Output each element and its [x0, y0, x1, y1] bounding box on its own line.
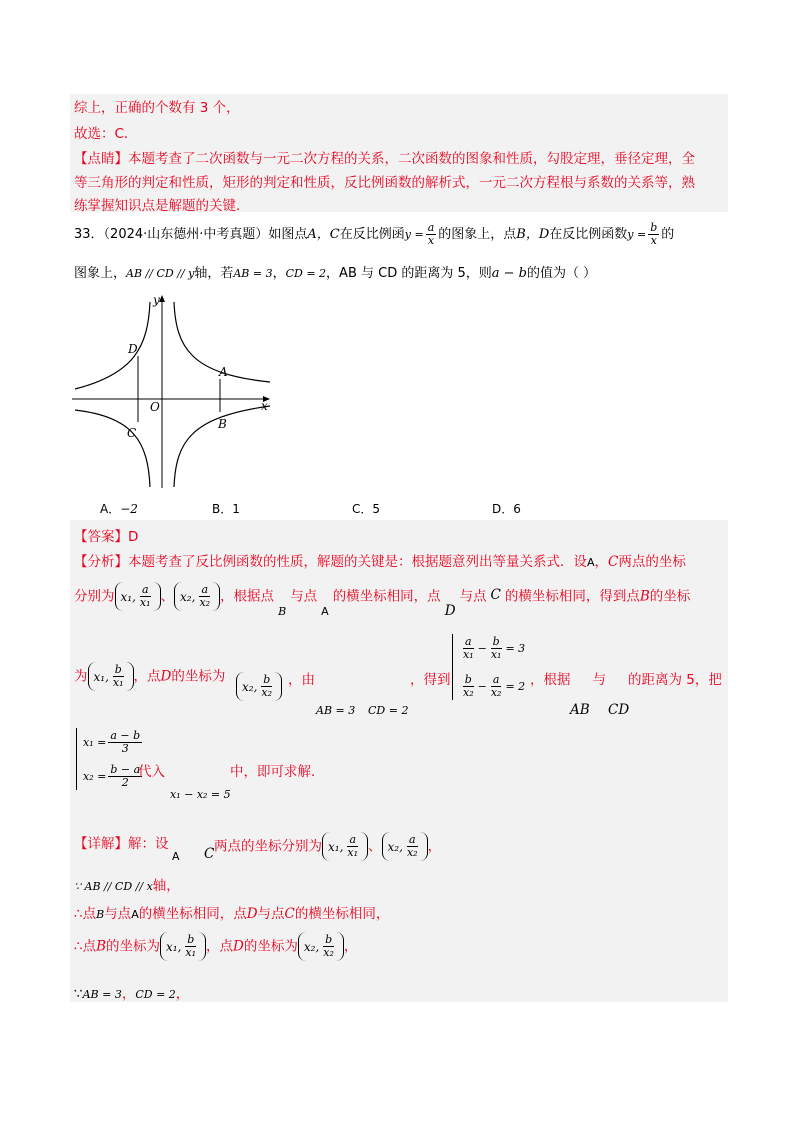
point-x1-b-over-x1: x₁, $\frac{b}{\text{x₁}}$: [88, 662, 134, 691]
note-line-3: 练掌握知识点是解题的关键．: [74, 198, 250, 214]
note-line-2: 等三角形的判定和性质，矩形的判定和性质，反比例函数的解析式，一元二次方程根与系数的关系等，熟: [74, 175, 695, 191]
detail-point-x2-a: x₂, $\frac{a}{\text{x₂}}$: [382, 832, 428, 861]
analysis-you: ，由: [288, 672, 315, 688]
analysis-cd-label: CD: [608, 702, 630, 718]
y-axis-arrow: [159, 295, 165, 302]
parallel-condition: AB // CD // y: [126, 267, 195, 280]
note-text-1: 本题考查了二次函数与一元二次方程的关系，二次函数的图象和性质，勾股定理，垂径定理，全: [128, 151, 695, 167]
equation-system-1: $\frac{a}{\text{x₁}}$ − $\frac{b}{\text{x₁}}$ = 3 $\frac{b}{\text{x₂}}$ − $\frac{a}{\text{x₂}}$ = 2: [452, 634, 525, 700]
points-bd: B，D: [516, 227, 550, 242]
detail-point-x2-b: x₂, $\frac{b}{\text{x₂}}$: [298, 932, 344, 961]
y-equals: y =: [404, 228, 424, 241]
detail-line-4: ∴点B的坐标为 x₁, $\frac{b}{\text{x₁}}$ ，点D的坐标为 x₂, $\frac{b}{\text{x₂}}$ ，: [74, 933, 358, 959]
analysis-line-1: 【分析】本题考查了反比例函数的性质，解题的关键是：根据题意列出等量关系式．设A，C两点的坐标: [74, 554, 686, 570]
analysis-ab-label: AB: [570, 702, 590, 718]
analysis-line-3: 为 x₁, $\frac{b}{\text{x₁}}$ ，点D的坐标为: [74, 663, 226, 689]
analysis-according: ，根据 与 的距离为 5，把: [530, 672, 722, 688]
analysis-ab3: AB = 3: [316, 704, 356, 717]
analysis-tag: 【分析】: [74, 554, 128, 570]
y-equals-2: y =: [627, 228, 647, 241]
equation-system-2: x₁ = $\frac{a - b}{3}$ x₂ = $\frac{b - a}{2}$: [76, 728, 144, 790]
detail-a-sub: A: [172, 850, 180, 863]
analysis-solve: 中，即可求解．: [230, 764, 325, 780]
point-x2-a-over-x2: x₂, $\frac{a}{\text{x₂}}$: [174, 582, 220, 611]
label-origin: O: [150, 400, 160, 414]
fraction-a-over-x: $\frac{a}{x}$: [427, 221, 435, 247]
detail-line-3: ∴点B与点A的横坐标相同，点D与点C的横坐标相同，: [74, 906, 390, 922]
label-x: x: [261, 399, 268, 413]
option-a[interactable]: A．−2: [100, 502, 138, 516]
label-c: C: [127, 426, 137, 440]
q-text-on2: 在反比例函数: [549, 227, 628, 242]
prev-line-2: 故选：C．: [74, 126, 138, 142]
q-text-on: 在反比例函: [339, 227, 405, 242]
analysis-line-2: 分别为 x₁, $\frac{a}{\text{x₁}}$ 、 x₂, $\frac{a}{\text{x₂}}$ ，根据点$_B$与点$_A$的横坐标相同，点D与点 C 的横坐标相同，得到点B的坐标: [74, 583, 691, 619]
label-a: A: [219, 365, 228, 379]
option-d[interactable]: D．6: [492, 502, 521, 516]
analysis-cd2: CD = 2: [368, 704, 409, 717]
question-line-1: [74, 222, 674, 247]
detail-line-1b: 两点的坐标分别为 x₁, $\frac{a}{\text{x₁}}$ 、 x₂, $\frac{a}{\text{x₂}}$ ，: [214, 833, 442, 859]
q-value: 的值为（ ）: [526, 266, 597, 281]
detail-point-x1-b: x₁, $\frac{b}{\text{x₁}}$: [160, 932, 206, 961]
label-b: B: [218, 417, 227, 431]
detail-line-2: ∵ AB // CD // x轴，: [74, 878, 180, 894]
q-text-end: 的: [661, 227, 675, 242]
answer-value: D: [128, 529, 139, 545]
point-x2-b-over-x2: x₂, $\frac{b}{\text{x₂}}$: [236, 672, 282, 701]
question-line-2: 图象上，AB // CD // y轴，若AB = 3，CD = 2，AB 与 CD 的距离为 5，则a − b的值为（ ）: [74, 266, 597, 281]
detail-line-1: 【详解】解：设: [74, 836, 169, 852]
analysis-x1-minus-x2: x₁ − x₂ = 5: [170, 788, 231, 801]
option-b[interactable]: B．1: [212, 502, 240, 516]
q-distance: ，AB 与 CD 的距离为 5，则: [326, 266, 492, 281]
cd-equals-2: CD = 2: [285, 267, 327, 280]
points-ac: A，C: [307, 227, 340, 242]
hyperbola-graph: [70, 292, 280, 490]
note-tag: 【点睛】: [74, 151, 128, 167]
a-minus-b: a − b: [491, 266, 527, 281]
answer-line: [74, 525, 138, 545]
q-line2-a: 图象上，: [74, 266, 127, 281]
label-d: D: [128, 342, 138, 356]
detail-line-5: ∵AB = 3，CD = 2，: [74, 986, 190, 1002]
point-x1-a-over-x1: x₁, $\frac{a}{\text{x₁}}$: [115, 582, 161, 611]
option-c[interactable]: C．5: [352, 502, 381, 516]
prev-line-1: 综上，正确的个数有 3 个，: [74, 100, 240, 116]
analysis-get: ，得到: [410, 672, 451, 688]
question-source: （2024·山东德州·中考真题）如图点: [103, 227, 308, 242]
answer-tag: 【答案】: [74, 529, 128, 545]
curve-a-quadrant-3: [75, 410, 150, 487]
question-number: 33．: [74, 227, 104, 242]
label-y: y: [153, 293, 160, 307]
detail-point-x1-a: x₁, $\frac{a}{\text{x₁}}$: [322, 832, 368, 861]
fraction-b-over-x: $\frac{b}{x}$: [650, 221, 658, 247]
q-text-mid: 的图象上，点: [438, 227, 517, 242]
ab-equals-3: AB = 3: [233, 267, 273, 280]
analysis-point-d: [236, 672, 282, 701]
detail-tag: 【详解】: [74, 836, 128, 852]
curve-b-quadrant-2: [75, 302, 150, 389]
detail-c-sub: C: [204, 846, 215, 862]
q-axis: 轴，若: [194, 266, 234, 281]
analysis-substitute: 代入: [138, 764, 165, 780]
note-line-1: [74, 147, 695, 167]
